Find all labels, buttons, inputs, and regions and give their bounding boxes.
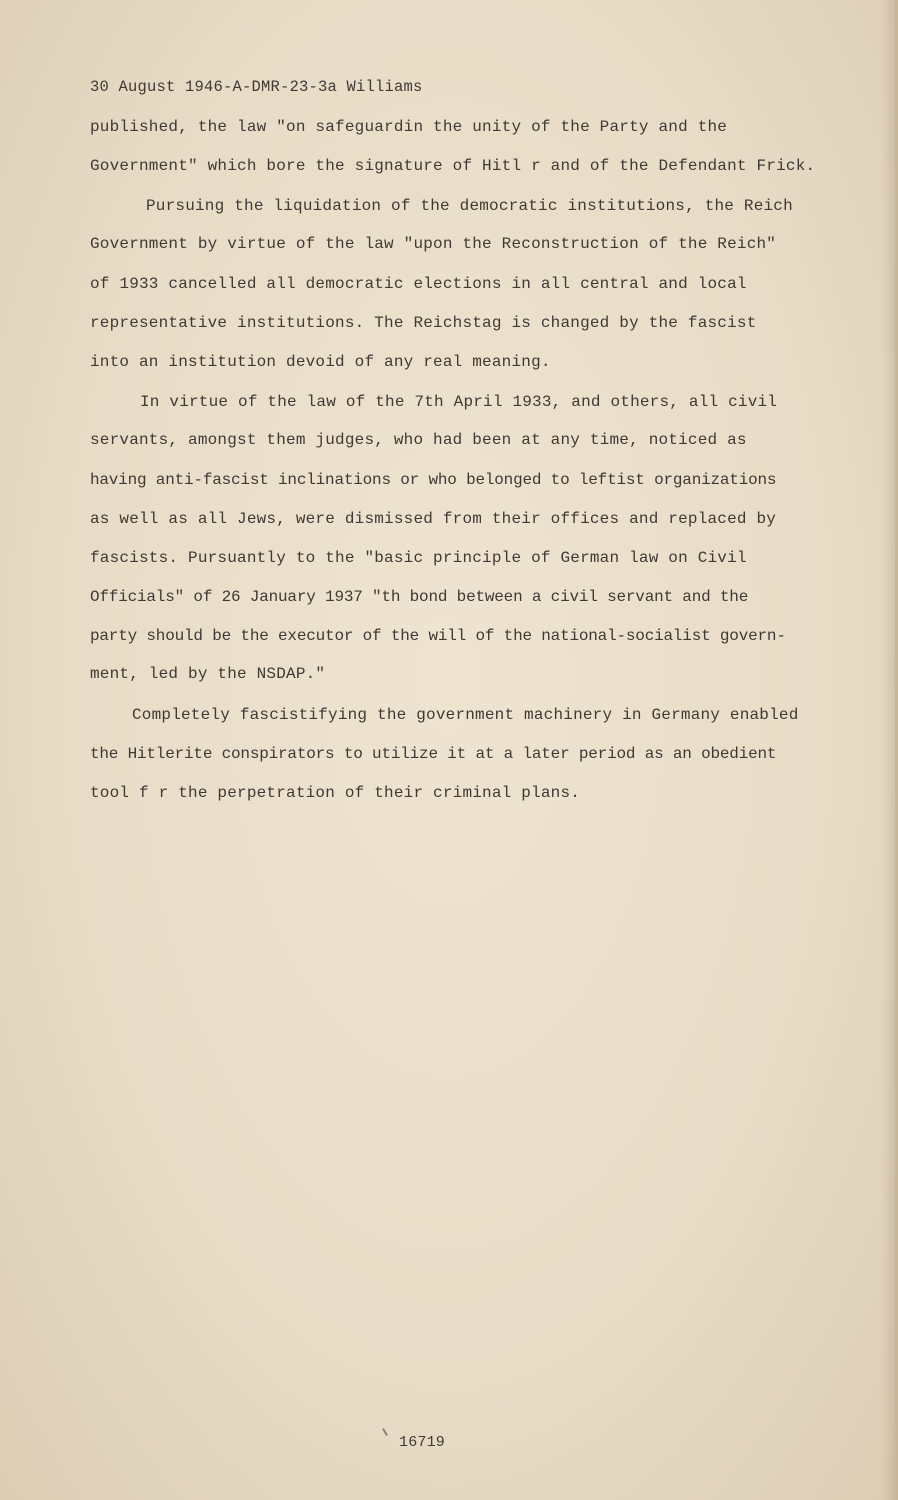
text-line: as well as all Jews, were dismissed from their offices and replaced by xyxy=(90,510,777,528)
text-line: Officials" of 26 January 1937 "th bond between a civil servant and the xyxy=(90,588,749,606)
text-line: In virtue of the law of the 7th April 1933, and others, all civil xyxy=(140,393,778,411)
document-header: 30 August 1946-A-DMR-23-3a Williams xyxy=(90,78,423,96)
text-line: published, the law "on safeguardin the unity of the Party and the xyxy=(90,118,728,136)
pencil-mark xyxy=(382,1428,388,1436)
text-line: representative institutions. The Reichstag is changed by the fascist xyxy=(90,314,757,332)
text-line: party should be the executor of the will of the national-socialist govern- xyxy=(90,627,786,645)
text-line: fascists. Pursuantly to the "basic principle of German law on Civil xyxy=(90,549,747,567)
text-line: Government" which bore the signature of Hitl r and of the Defendant Frick. xyxy=(90,157,816,175)
text-line: Completely fascistifying the government machinery in Germany enabled xyxy=(132,706,799,724)
text-line: the Hitlerite conspirators to utilize it at a later period as an obedient xyxy=(90,745,777,763)
page-number: 16719 xyxy=(399,1434,446,1451)
text-line: tool f r the perpetration of their criminal plans. xyxy=(90,784,581,802)
text-line: Government by virtue of the law "upon the Reconstruction of the Reich" xyxy=(90,235,777,253)
text-line: into an institution devoid of any real meaning. xyxy=(90,353,551,371)
text-line: Pursuing the liquidation of the democratic institutions, the Reich xyxy=(146,197,793,215)
text-line: of 1933 cancelled all democratic elections in all central and local xyxy=(90,275,747,293)
page-edge-shadow xyxy=(881,0,895,1500)
text-line: having anti-fascist inclinations or who belonged to leftist organizations xyxy=(90,471,777,489)
text-line: ment, led by the NSDAP." xyxy=(90,665,326,683)
text-line: servants, amongst them judges, who had been at any time, noticed as xyxy=(90,431,747,449)
